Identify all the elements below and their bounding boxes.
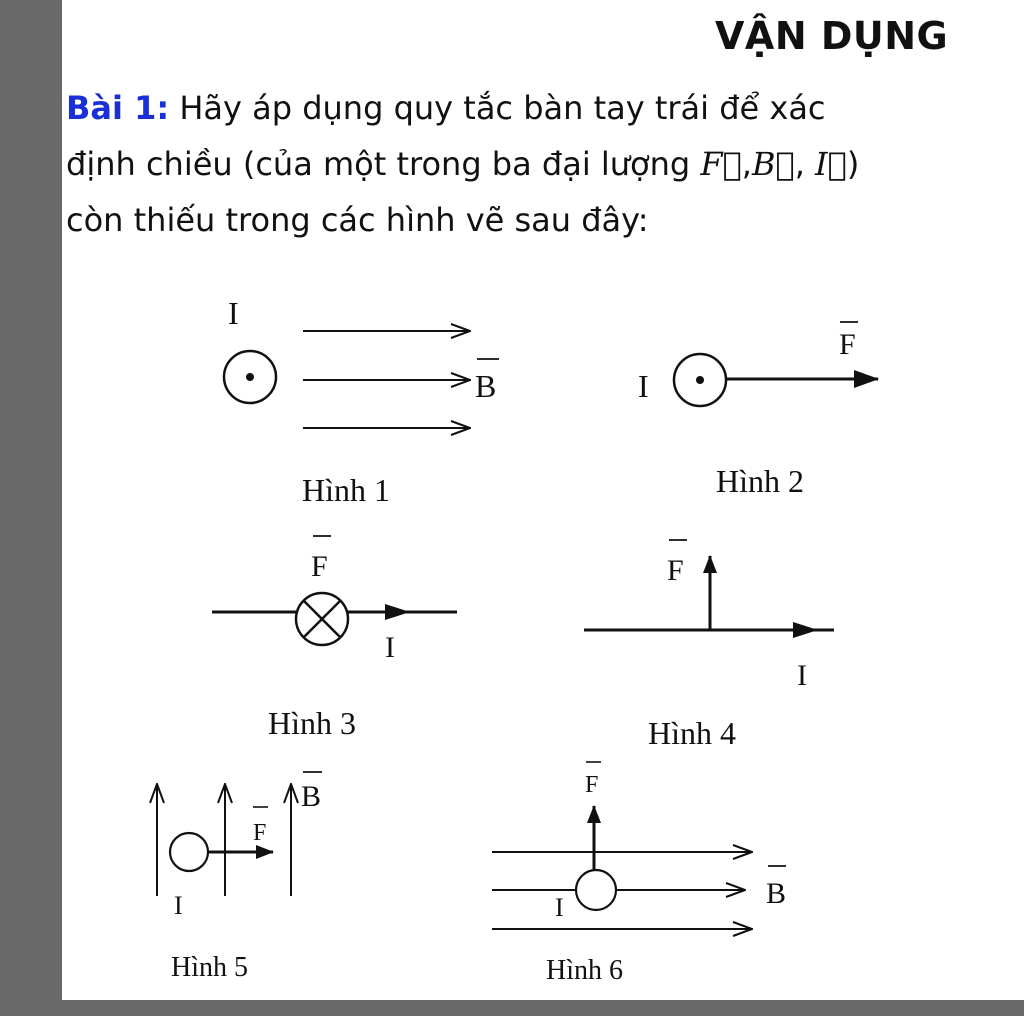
vector-sep-2: , <box>794 145 816 183</box>
vector-i: I⃗ <box>815 145 847 183</box>
fig2-current-dot <box>696 376 704 384</box>
figure-3 <box>212 536 457 741</box>
fig1-current-label: I <box>228 295 239 331</box>
fig6-field-label: B <box>766 877 787 910</box>
fig5-force-label: F <box>253 820 267 846</box>
fig3-current-label: I <box>385 631 395 664</box>
fig4-current-arrowhead <box>793 622 818 638</box>
fig2-force-label: F <box>839 328 856 361</box>
vector-b: B⃗ <box>751 145 795 183</box>
fig1-current-dot <box>246 373 254 381</box>
fig4-force-label: F <box>667 554 684 587</box>
fig3-force-label: F <box>311 550 328 583</box>
exercise-label: Bài 1: <box>66 89 170 127</box>
fig2-caption: Hình 2 <box>716 463 804 499</box>
fig1-field-label: B <box>475 368 497 404</box>
fig3-current-arrowhead <box>385 604 410 620</box>
figure-5 <box>157 772 322 983</box>
section-title: VẬN DỤNG <box>715 14 949 58</box>
figure-4 <box>584 540 834 751</box>
fig4-caption: Hình 4 <box>648 715 736 751</box>
figure-1 <box>224 295 499 508</box>
exercise-line2-close: ) <box>846 145 860 183</box>
fig3-caption: Hình 3 <box>268 705 356 741</box>
fig6-force-label: F <box>585 772 599 798</box>
fig1-caption: Hình 1 <box>302 472 390 508</box>
figure-6 <box>492 762 786 986</box>
fig6-current-circle <box>576 870 616 910</box>
fig4-current-label: I <box>797 659 807 692</box>
vector-f: F⃗ <box>700 145 742 183</box>
fig2-current-label: I <box>638 368 649 404</box>
figure-2 <box>638 322 878 499</box>
fig5-current-label: I <box>174 891 183 920</box>
exercise-line2-text: định chiều (của một trong ba đại lượng <box>66 145 701 183</box>
fig5-field-label: B <box>301 780 322 813</box>
fig5-current-circle <box>170 833 208 871</box>
fig6-current-label: I <box>555 893 564 922</box>
fig5-caption: Hình 5 <box>171 952 248 983</box>
exercise-line-3: còn thiếu trong các hình vẽ sau đây: <box>66 201 649 239</box>
vector-sep-1: , <box>741 145 752 183</box>
fig6-caption: Hình 6 <box>546 955 623 986</box>
exercise-line1-text: Hãy áp dụng quy tắc bàn tay trái để xác <box>179 89 826 127</box>
